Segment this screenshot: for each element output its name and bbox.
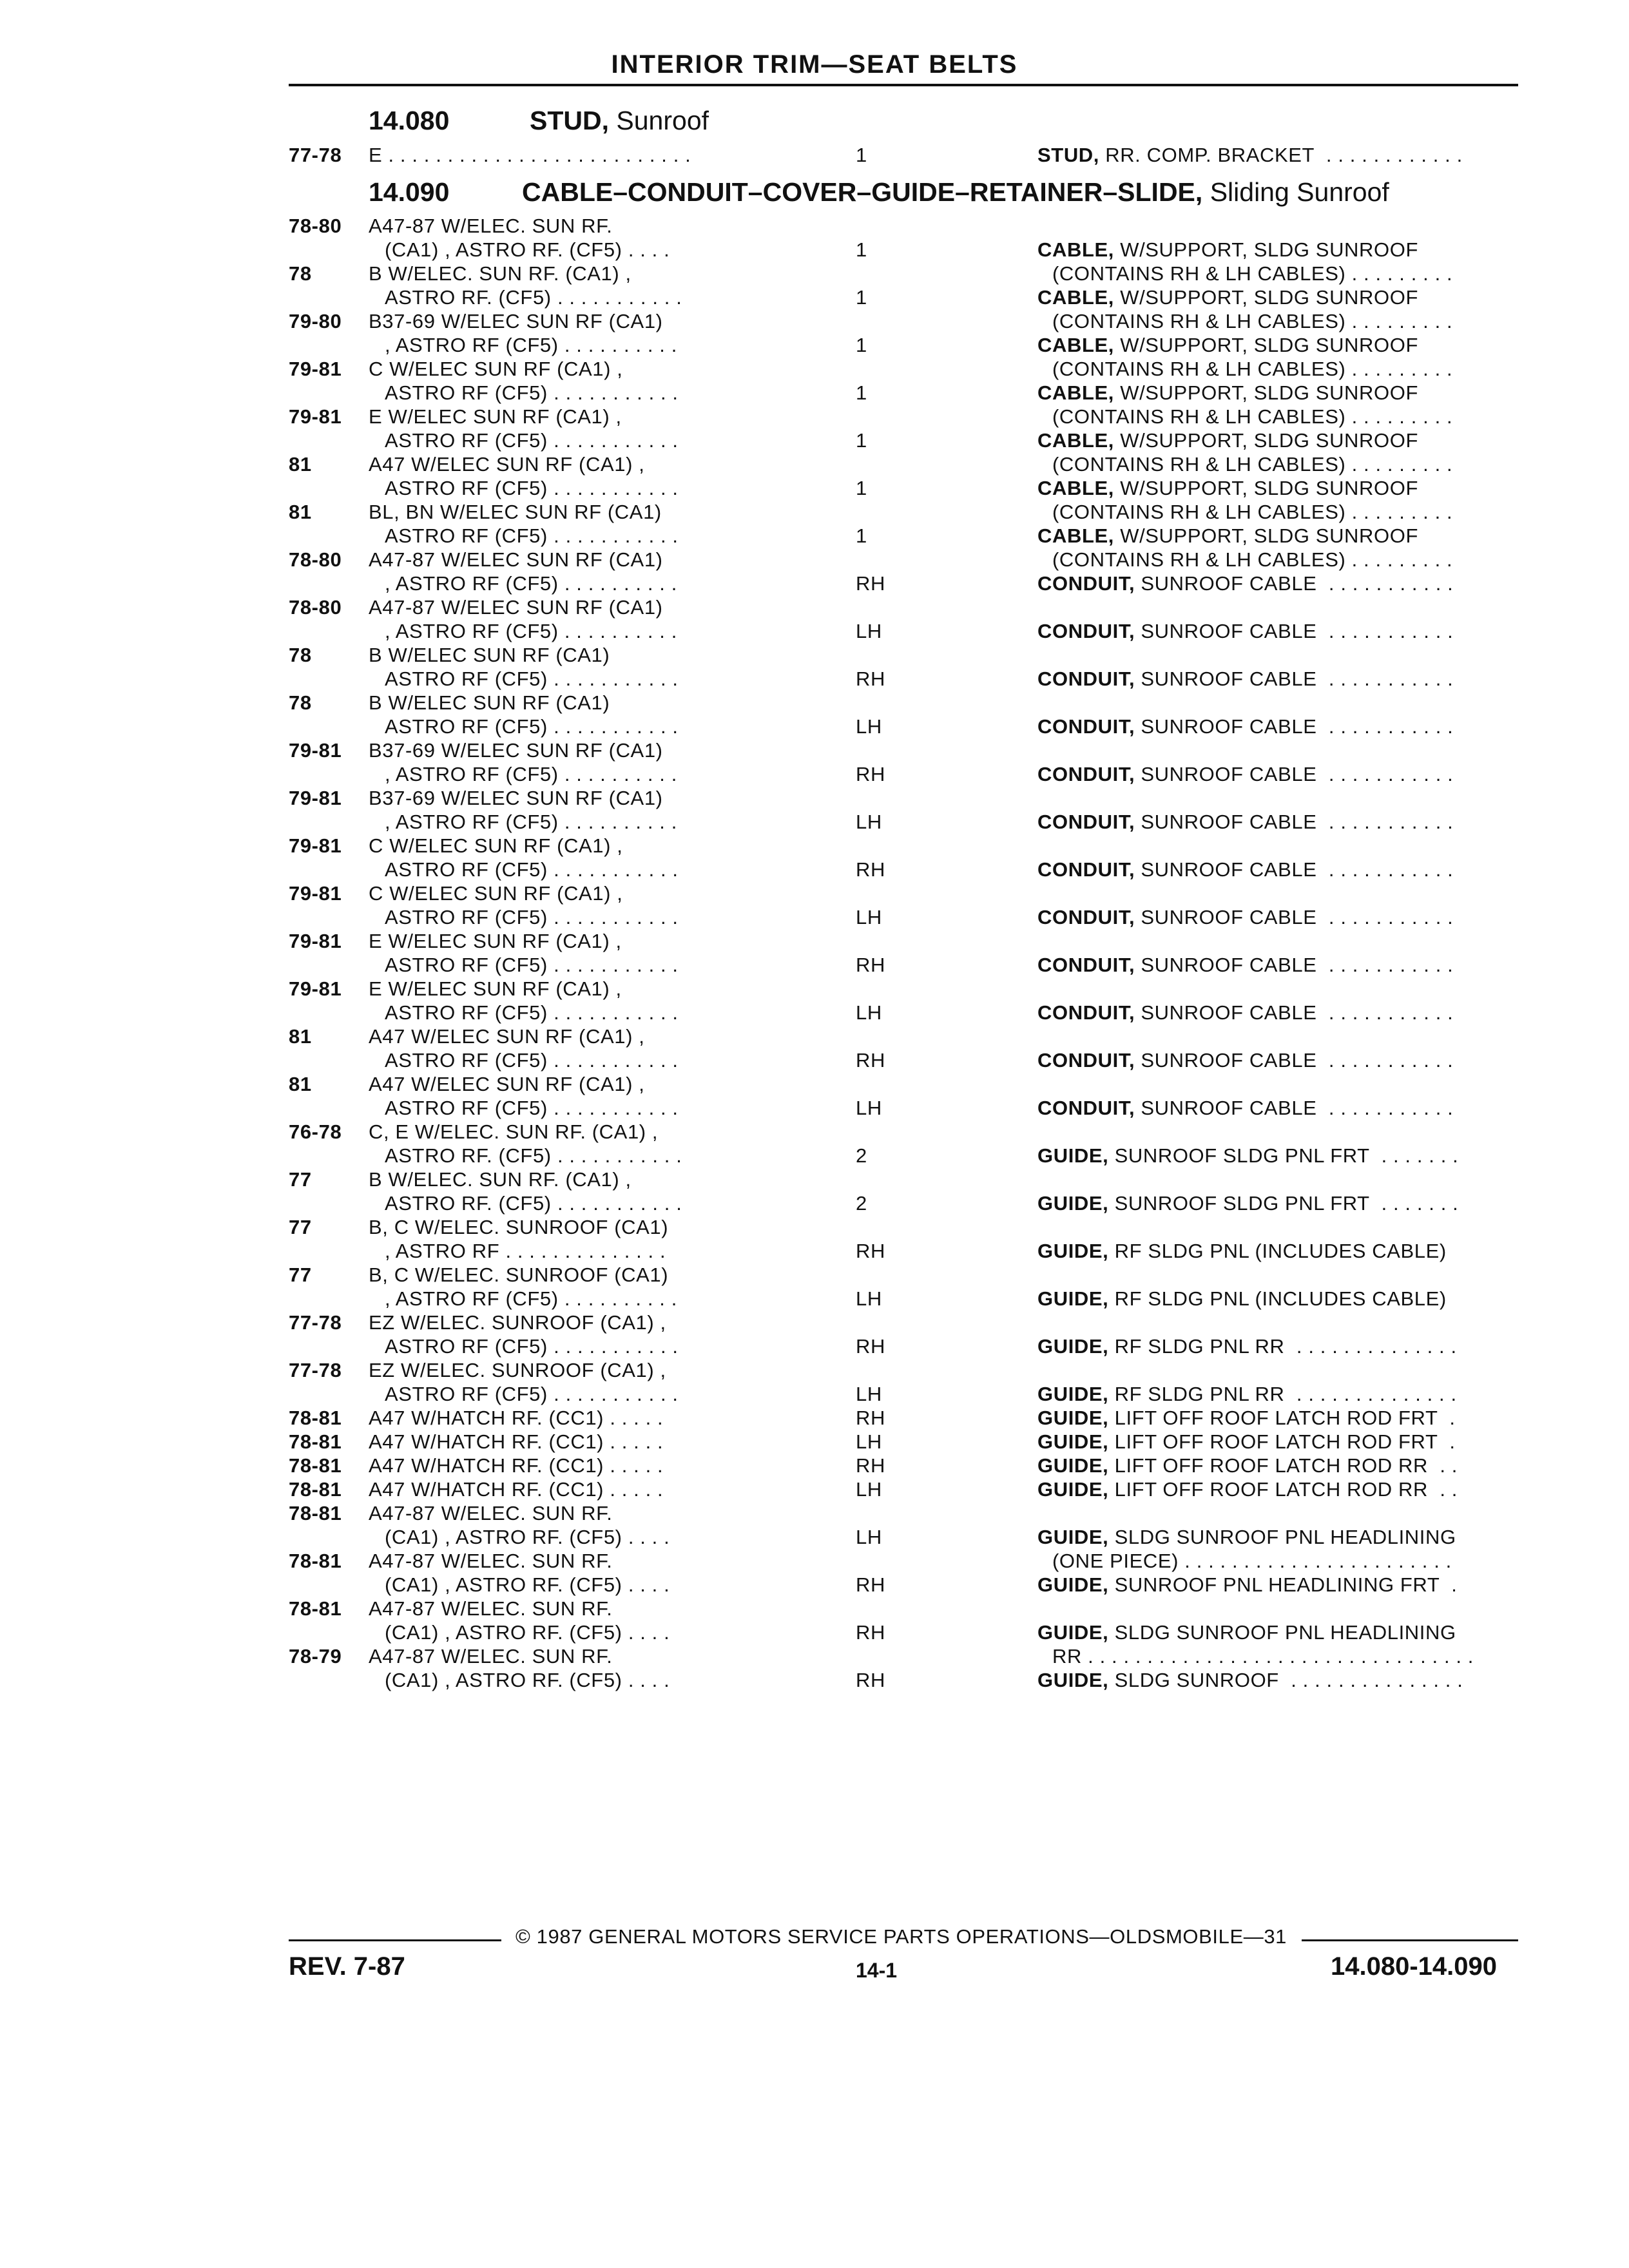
description [1037,1001,1453,1024]
application: B W/ELEC. SUN RF. (CA1) , [369,1168,631,1191]
part-name: CONDUIT, [1037,715,1135,738]
description [1037,524,1418,548]
model-years: 77-78 [289,1311,342,1334]
description-text: RF SLDG PNL RR . . . . . . . . . . . . . . [1108,1383,1457,1405]
part-name: CONDUIT, [1037,906,1135,928]
part-name: CONDUIT, [1037,811,1135,833]
quantity: LH [856,1478,882,1501]
application: B37-69 W/ELEC SUN RF (CA1) [369,739,663,762]
model-years: 78 [289,691,312,714]
part-name: GUIDE, [1037,1454,1109,1477]
application: C W/ELEC SUN RF (CA1) , [369,358,623,380]
part-name: CONDUIT, [1037,668,1135,690]
description [1037,1240,1447,1263]
description-text: SUNROOF CABLE . . . . . . . . . . . [1135,763,1454,785]
part-name: STUD, [1037,144,1099,166]
description-text: W/SUPPORT, SLDG SUNROOF [1114,238,1418,261]
description-cont: (ONE PIECE) . . . . . . . . . . . . . . . . . . . . . . . [1052,1550,1452,1572]
part-name: GUIDE, [1037,1144,1109,1167]
application-cont: , ASTRO RF . . . . . . . . . . . . . . [385,1240,666,1262]
description-text: SLDG SUNROOF PNL HEADLINING [1108,1621,1456,1644]
application: A47-87 W/ELEC. SUN RF. [369,1645,613,1667]
quantity: LH [856,620,882,642]
part-name: GUIDE, [1037,1335,1109,1358]
quantity: LH [856,1097,882,1119]
quantity: 2 [856,1144,867,1167]
application-cont: , ASTRO RF (CF5) . . . . . . . . . . [385,763,677,785]
part-name: CONDUIT, [1037,763,1135,785]
application: E . . . . . . . . . . . . . . . . . . . . . . . . . . [369,144,691,166]
model-years: 78-81 [289,1502,342,1524]
application: E W/ELEC SUN RF (CA1) , [369,405,622,428]
model-years: 79-81 [289,930,342,952]
model-years: 79-80 [289,310,342,332]
application: A47-87 W/ELEC. SUN RF. [369,1597,613,1620]
application-cont: ASTRO RF (CF5) . . . . . . . . . . . [385,524,679,547]
quantity: LH [856,1526,882,1548]
part-name: CONDUIT, [1037,858,1135,881]
description-text: W/SUPPORT, SLDG SUNROOF [1114,381,1418,404]
page-header: INTERIOR TRIM—SEAT BELTS [611,50,1018,79]
model-years: 78-81 [289,1454,342,1477]
application: A47 W/HATCH RF. (CC1) . . . . . [369,1478,664,1501]
application: C W/ELEC SUN RF (CA1) , [369,882,623,905]
description [1037,1049,1453,1072]
model-years: 79-81 [289,358,342,380]
part-name: GUIDE, [1037,1407,1109,1429]
model-years: 77 [289,1216,312,1238]
application-cont: ASTRO RF (CF5) . . . . . . . . . . . [385,715,679,738]
model-years: 79-81 [289,882,342,905]
application: E W/ELEC SUN RF (CA1) , [369,930,622,952]
model-years: 77-78 [289,1359,342,1381]
description [1037,1335,1457,1358]
description [1037,286,1418,309]
part-name: CABLE, [1037,381,1114,404]
part-name: GUIDE, [1037,1192,1109,1215]
model-years: 79-81 [289,787,342,809]
quantity: 2 [856,1192,867,1215]
application-cont: ASTRO RF (CF5) . . . . . . . . . . . [385,477,679,499]
description-cont: (CONTAINS RH & LH CABLES) . . . . . . . . . [1052,548,1453,571]
quantity: RH [856,1335,885,1358]
model-years: 81 [289,1025,312,1048]
part-name: CONDUIT, [1037,954,1135,976]
quantity: 1 [856,286,867,309]
description [1037,238,1418,262]
section-title: STUD, [530,106,609,135]
quantity: LH [856,1001,882,1024]
header-rule [289,84,1518,86]
part-name: CABLE, [1037,238,1114,261]
application-cont: ASTRO RF. (CF5) . . . . . . . . . . . [385,1144,682,1167]
quantity: LH [856,715,882,738]
model-years: 78-80 [289,215,342,237]
description [1037,954,1453,977]
description [1037,1097,1453,1120]
description [1037,1573,1457,1597]
description [1037,811,1453,834]
model-years: 78-80 [289,596,342,619]
description-cont: (CONTAINS RH & LH CABLES) . . . . . . . . . [1052,453,1453,476]
model-years: 78-81 [289,1407,342,1429]
quantity: 1 [856,477,867,499]
application: A47 W/HATCH RF. (CC1) . . . . . [369,1430,664,1453]
model-years: 78-79 [289,1645,342,1667]
application-cont: ASTRO RF (CF5) . . . . . . . . . . . [385,381,679,404]
description-cont: RR . . . . . . . . . . . . . . . . . . . . . . . . . . . . . . . . . [1052,1645,1474,1667]
application-cont: ASTRO RF (CF5) . . . . . . . . . . . [385,668,679,690]
application: A47 W/ELEC SUN RF (CA1) , [369,1073,645,1095]
description [1037,381,1418,405]
description [1037,763,1453,786]
description-text: SUNROOF SLDG PNL FRT . . . . . . . [1108,1144,1459,1167]
quantity: 1 [856,429,867,452]
application: A47 W/ELEC SUN RF (CA1) , [369,1025,645,1048]
application: C W/ELEC SUN RF (CA1) , [369,834,623,857]
application-cont: ASTRO RF (CF5) . . . . . . . . . . . [385,858,679,881]
part-name: CABLE, [1037,334,1114,356]
part-name: GUIDE, [1037,1430,1109,1453]
description [1037,620,1453,643]
quantity: RH [856,1621,885,1644]
description [1037,906,1453,929]
application-cont: ASTRO RF (CF5) . . . . . . . . . . . [385,1049,679,1072]
application-cont: , ASTRO RF (CF5) . . . . . . . . . . [385,572,677,595]
description-text: RF SLDG PNL (INCLUDES CABLE) [1108,1240,1447,1262]
description [1037,572,1453,595]
quantity: RH [856,954,885,976]
description [1037,1144,1458,1168]
part-name: GUIDE, [1037,1240,1109,1262]
quantity: RH [856,1573,885,1596]
application-cont: ASTRO RF (CF5) . . . . . . . . . . . [385,1001,679,1024]
application-cont: (CA1) , ASTRO RF. (CF5) . . . . [385,1621,670,1644]
description-text: W/SUPPORT, SLDG SUNROOF [1114,477,1418,499]
model-years: 77 [289,1264,312,1286]
description-text: SUNROOF CABLE . . . . . . . . . . . [1135,1001,1454,1024]
quantity: 1 [856,334,867,356]
description [1037,1287,1447,1311]
description-text: SUNROOF CABLE . . . . . . . . . . . [1135,668,1454,690]
application: E W/ELEC SUN RF (CA1) , [369,977,622,1000]
part-name: CONDUIT, [1037,1001,1135,1024]
application: A47 W/HATCH RF. (CC1) . . . . . [369,1454,664,1477]
description-text: SUNROOF CABLE . . . . . . . . . . . [1135,1097,1454,1119]
description [1037,1430,1456,1454]
part-name: CABLE, [1037,286,1114,309]
application: C, E W/ELEC. SUN RF. (CA1) , [369,1120,659,1143]
quantity: LH [856,811,882,833]
application-cont: ASTRO RF (CF5) . . . . . . . . . . . [385,1335,679,1358]
application: A47-87 W/ELEC. SUN RF. [369,1502,613,1524]
application-cont: (CA1) , ASTRO RF. (CF5) . . . . [385,1669,670,1691]
description [1037,144,1463,167]
application: B37-69 W/ELEC SUN RF (CA1) [369,787,663,809]
description-text: W/SUPPORT, SLDG SUNROOF [1114,334,1418,356]
description-text: SUNROOF CABLE . . . . . . . . . . . [1135,572,1454,595]
model-years: 76-78 [289,1120,342,1143]
description-text: SUNROOF CABLE . . . . . . . . . . . [1135,906,1454,928]
description-text: W/SUPPORT, SLDG SUNROOF [1114,286,1418,309]
quantity: RH [856,1407,885,1429]
application-cont: ASTRO RF (CF5) . . . . . . . . . . . [385,1383,679,1405]
model-years: 78-81 [289,1597,342,1620]
part-name: CABLE, [1037,524,1114,547]
description-cont: (CONTAINS RH & LH CABLES) . . . . . . . . . [1052,310,1453,332]
application: A47-87 W/ELEC SUN RF (CA1) [369,596,663,619]
footer-rule-right [1302,1939,1518,1941]
application-cont: (CA1) , ASTRO RF. (CF5) . . . . [385,1573,670,1596]
description-text: SUNROOF SLDG PNL FRT . . . . . . . [1108,1192,1459,1215]
application: B, C W/ELEC. SUNROOF (CA1) [369,1216,669,1238]
application-cont: ASTRO RF. (CF5) . . . . . . . . . . . [385,1192,682,1215]
description-text: SLDG SUNROOF PNL HEADLINING [1108,1526,1456,1548]
model-years: 81 [289,453,312,476]
model-years: 79-81 [289,739,342,762]
description-cont: (CONTAINS RH & LH CABLES) . . . . . . . . . [1052,262,1453,285]
application: B37-69 W/ELEC SUN RF (CA1) [369,310,663,332]
quantity: LH [856,1287,882,1310]
description [1037,1478,1458,1501]
section-number: 14.080 [369,106,450,135]
part-name: GUIDE, [1037,1669,1109,1691]
model-years: 81 [289,501,312,523]
description [1037,477,1418,500]
model-years: 78-80 [289,548,342,571]
application-cont: ASTRO RF (CF5) . . . . . . . . . . . [385,906,679,928]
description [1037,1454,1458,1477]
model-years: 78-81 [289,1550,342,1572]
quantity: RH [856,763,885,785]
description [1037,1526,1456,1549]
description [1037,429,1418,452]
quantity: RH [856,858,885,881]
section-subtitle: Sliding Sunroof [1210,177,1389,207]
model-years: 78 [289,262,312,285]
description-text: LIFT OFF ROOF LATCH ROD RR . . [1108,1454,1458,1477]
quantity: RH [856,668,885,690]
description [1037,715,1453,738]
application: A47 W/ELEC SUN RF (CA1) , [369,453,645,476]
application: A47-87 W/ELEC. SUN RF. [369,1550,613,1572]
part-name: GUIDE, [1037,1287,1109,1310]
description-text: SUNROOF CABLE . . . . . . . . . . . [1135,954,1454,976]
model-years: 79-81 [289,977,342,1000]
section-range: 14.080-14.090 [1330,1952,1497,1981]
quantity: RH [856,572,885,595]
model-years: 78-81 [289,1478,342,1501]
part-name: GUIDE, [1037,1478,1109,1501]
description [1037,1669,1463,1692]
part-name: CONDUIT, [1037,620,1135,642]
part-name: GUIDE, [1037,1383,1109,1405]
description-text: LIFT OFF ROOF LATCH ROD FRT . [1108,1407,1456,1429]
model-years: 81 [289,1073,312,1095]
application: A47 W/HATCH RF. (CC1) . . . . . [369,1407,664,1429]
quantity: LH [856,1430,882,1453]
application: A47-87 W/ELEC. SUN RF. [369,215,613,237]
page-number: 14-1 [856,1959,898,1982]
application-cont: ASTRO RF. (CF5) . . . . . . . . . . . [385,286,682,309]
description-cont: (CONTAINS RH & LH CABLES) . . . . . . . . . [1052,501,1453,523]
description-text: SUNROOF PNL HEADLINING FRT . [1108,1573,1458,1596]
model-years: 79-81 [289,834,342,857]
description [1037,1383,1457,1406]
description [1037,334,1418,357]
description-cont: (CONTAINS RH & LH CABLES) . . . . . . . . . [1052,405,1453,428]
description-text: W/SUPPORT, SLDG SUNROOF [1114,429,1418,452]
quantity: 1 [856,524,867,547]
application-cont: , ASTRO RF (CF5) . . . . . . . . . . [385,811,677,833]
application-cont: , ASTRO RF (CF5) . . . . . . . . . . [385,1287,677,1310]
application: B, C W/ELEC. SUNROOF (CA1) [369,1264,669,1286]
quantity: 1 [856,238,867,261]
model-years: 78-81 [289,1430,342,1453]
quantity: LH [856,906,882,928]
application: A47-87 W/ELEC SUN RF (CA1) [369,548,663,571]
description-text: SUNROOF CABLE . . . . . . . . . . . [1135,715,1454,738]
section-subtitle: Sunroof [616,106,709,135]
part-name: CONDUIT, [1037,1049,1135,1072]
part-name: GUIDE, [1037,1526,1109,1548]
section-number: 14.090 [369,177,450,207]
quantity: RH [856,1240,885,1262]
application-cont: , ASTRO RF (CF5) . . . . . . . . . . [385,620,677,642]
footer-rule-left [289,1939,501,1941]
part-name: CABLE, [1037,429,1114,452]
quantity: RH [856,1454,885,1477]
application: B W/ELEC SUN RF (CA1) [369,644,610,666]
description-text: RF SLDG PNL (INCLUDES CABLE) [1108,1287,1447,1310]
model-years: 77 [289,1168,312,1191]
application: EZ W/ELEC. SUNROOF (CA1) , [369,1311,666,1334]
part-name: CONDUIT, [1037,572,1135,595]
description-text: LIFT OFF ROOF LATCH ROD FRT . [1108,1430,1456,1453]
quantity: RH [856,1669,885,1691]
application: B W/ELEC SUN RF (CA1) [369,691,610,714]
section-title: CABLE–CONDUIT–COVER–GUIDE–RETAINER–SLIDE, [522,177,1203,207]
description [1037,1621,1456,1644]
application: B W/ELEC. SUN RF. (CA1) , [369,262,631,285]
model-years: 79-81 [289,405,342,428]
description-text: SUNROOF CABLE . . . . . . . . . . . [1135,811,1454,833]
description-text: SUNROOF CABLE . . . . . . . . . . . [1135,858,1454,881]
description-text: LIFT OFF ROOF LATCH ROD RR . . [1108,1478,1458,1501]
model-years: 77-78 [289,144,342,166]
application: BL, BN W/ELEC SUN RF (CA1) [369,501,662,523]
quantity: 1 [856,144,867,166]
application-cont: (CA1) , ASTRO RF. (CF5) . . . . [385,1526,670,1548]
part-name: GUIDE, [1037,1573,1109,1596]
description-text: SUNROOF CABLE . . . . . . . . . . . [1135,1049,1454,1072]
description [1037,1407,1456,1430]
quantity: 1 [856,381,867,404]
application: EZ W/ELEC. SUNROOF (CA1) , [369,1359,666,1381]
part-name: GUIDE, [1037,1621,1109,1644]
description-text: RF SLDG PNL RR . . . . . . . . . . . . . . [1108,1335,1457,1358]
application-cont: ASTRO RF (CF5) . . . . . . . . . . . [385,954,679,976]
footer-copyright: © 1987 GENERAL MOTORS SERVICE PARTS OPERATIONS—OLDSMOBILE—31 [516,1925,1287,1948]
application-cont: ASTRO RF (CF5) . . . . . . . . . . . [385,429,679,452]
description [1037,858,1453,881]
quantity: RH [856,1049,885,1072]
description [1037,668,1453,691]
application-cont: ASTRO RF (CF5) . . . . . . . . . . . [385,1097,679,1119]
description-text: SLDG SUNROOF . . . . . . . . . . . . . . . [1108,1669,1463,1691]
revision-label: REV. 7-87 [289,1952,405,1981]
part-name: CONDUIT, [1037,1097,1135,1119]
description-text: SUNROOF CABLE . . . . . . . . . . . [1135,620,1454,642]
model-years: 78 [289,644,312,666]
description-text: W/SUPPORT, SLDG SUNROOF [1114,524,1418,547]
description-text: RR. COMP. BRACKET . . . . . . . . . . . . [1099,144,1463,166]
description [1037,1192,1458,1215]
quantity: LH [856,1383,882,1405]
application-cont: , ASTRO RF (CF5) . . . . . . . . . . [385,334,677,356]
description-cont: (CONTAINS RH & LH CABLES) . . . . . . . . . [1052,358,1453,380]
part-name: CABLE, [1037,477,1114,499]
application-cont: (CA1) , ASTRO RF. (CF5) . . . . [385,238,670,261]
